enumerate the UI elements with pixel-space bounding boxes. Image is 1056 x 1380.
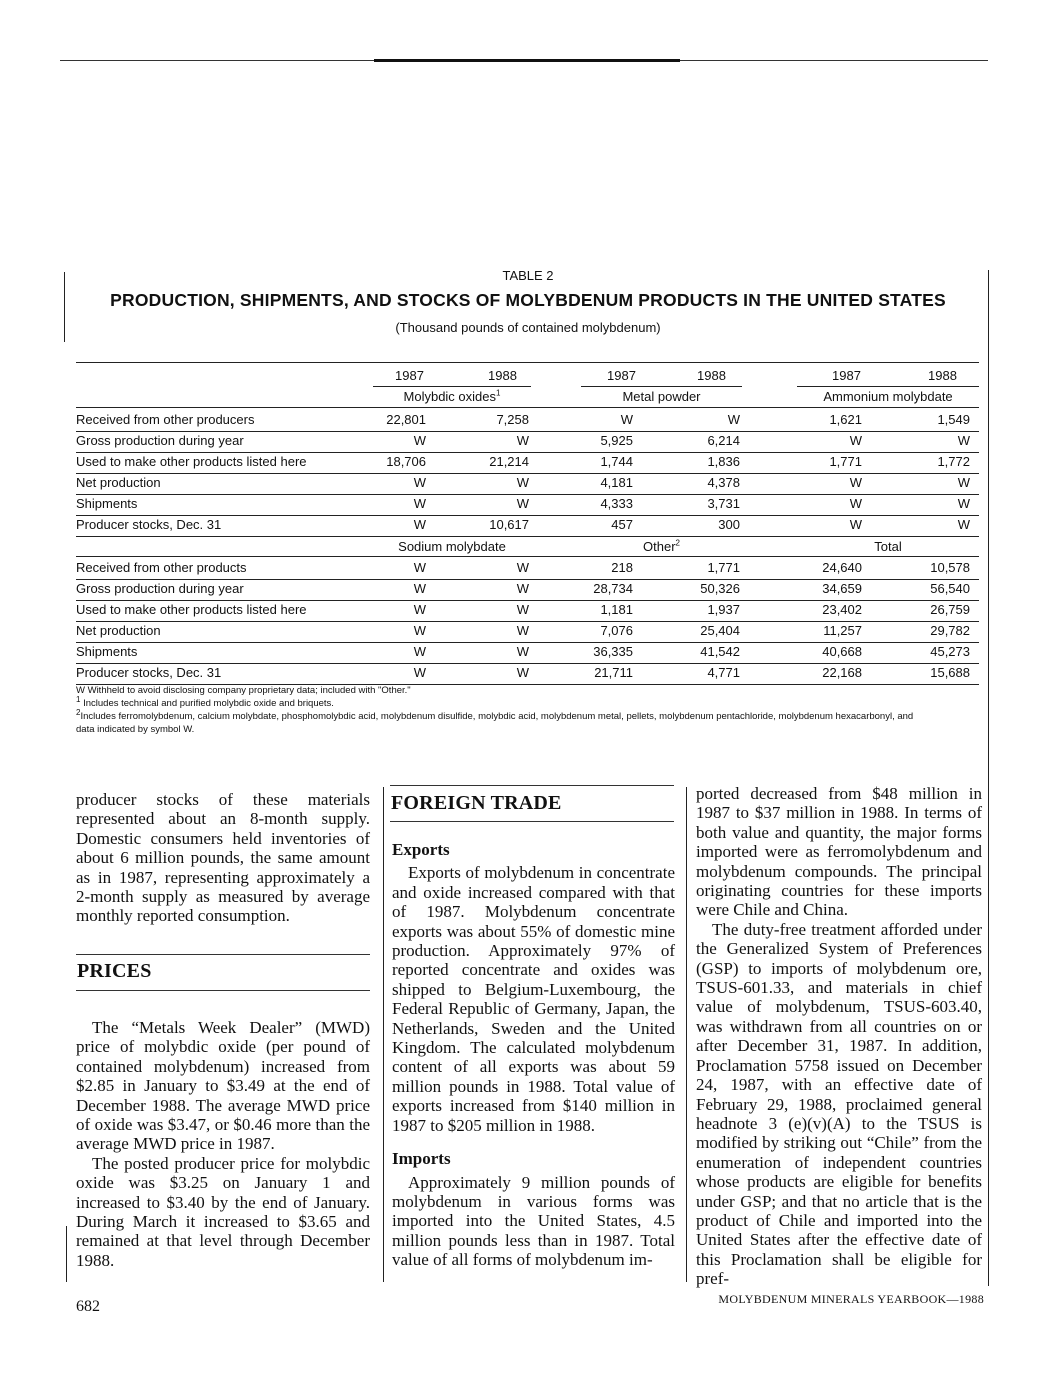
row-rule — [76, 642, 979, 643]
table-cell: 21,711 — [594, 665, 633, 680]
row-rule — [76, 494, 979, 495]
group-header: Metal powder — [622, 389, 701, 404]
column-divider-1 — [383, 787, 384, 1282]
table-label: TABLE 2 — [502, 268, 554, 283]
running-title: MOLYBDENUM MINERALS YEARBOOK—1988 — [718, 1292, 984, 1306]
table-cell: W — [413, 560, 426, 575]
year-1988-header: 1988 — [488, 368, 517, 383]
row-label: Received from other producers — [76, 412, 255, 427]
table-cell: 11,257 — [823, 623, 862, 638]
table-cell: W — [849, 517, 862, 532]
table-cell: 1,621 — [829, 412, 862, 427]
foreign-trade-rule-bottom — [390, 821, 674, 822]
table-cell: W — [516, 475, 529, 490]
table-cell: 218 — [611, 560, 633, 575]
row-label: Net production — [76, 475, 161, 490]
group-header: Molybdic oxides$^1$ — [403, 388, 501, 404]
row-label: Used to make other products listed here — [76, 602, 307, 617]
row-label: Producer stocks, Dec. 31 — [76, 665, 222, 680]
table-top-rule — [76, 362, 979, 363]
table-cell: W — [516, 433, 529, 448]
table-cell: 3,731 — [707, 496, 740, 511]
table-cell: 28,734 — [593, 581, 633, 596]
row-rule — [76, 600, 979, 601]
table-cell: 45,273 — [930, 644, 970, 659]
row-label: Received from other products — [76, 560, 247, 575]
table-cell: 5,925 — [600, 433, 633, 448]
table-cell: 457 — [611, 517, 633, 532]
table-cell: 4,333 — [600, 496, 633, 511]
exports-paragraph: Exports of molybdenum in concentrate and oxide increased compared with that of 1987. Molybdenum concentrate exports was about 55% of domestic mine production. Approximately 97% of reported concentrate and oxides was shipped to Belgium-Luxembourg, the Federal Republic of Germany, Japan, the Netherlands, Sweden and the United Kingdom. The calculated molybdenum content of all exports was about 59 million pounds in 1988. Total value of exports increased from $140 million in 1987 to $205 million in 1988. — [392, 863, 675, 1135]
table-cell: W — [727, 412, 740, 427]
group-year-rule — [797, 386, 979, 387]
table-cell: 1,836 — [707, 454, 740, 469]
table-cell: W — [849, 496, 862, 511]
column-divider-2 — [686, 787, 687, 1282]
table-cell: W — [516, 560, 529, 575]
footnote-w: W Withheld to avoid disclosing company proprietary data; included with "Other." — [76, 685, 411, 696]
table-cell: W — [413, 475, 426, 490]
table-cell: W — [516, 602, 529, 617]
row-rule — [76, 431, 979, 432]
table-cell: 4,181 — [600, 475, 633, 490]
group-header: Total — [874, 539, 902, 554]
imports-paragraph: Approximately 9 million pounds of molybdenum in various forms was imported into the United States, 4.5 million pounds less than in 1987. Total value of all forms of molybdenum im- — [392, 1172, 675, 1270]
page-number: 682 — [76, 1298, 100, 1315]
table-cell: W — [957, 517, 970, 532]
row-label: Shipments — [76, 644, 138, 659]
foreign-trade-rule — [390, 785, 674, 786]
table-subtitle: (Thousand pounds of contained molybdenum) — [395, 320, 661, 335]
row-rule — [76, 452, 979, 453]
table-cell: W — [849, 433, 862, 448]
group-year-rule — [581, 386, 742, 387]
table-cell: 22,168 — [822, 665, 862, 680]
row-rule — [76, 579, 979, 580]
table-cell: 22,801 — [386, 412, 426, 427]
table-cell: W — [413, 665, 426, 680]
col3-paragraph-2: The duty-free treatment afforded under the Generalized System of Preferences (GSP) to imports of molybdenum ore, TSUS-601.33, and materials in chief value of molybdenum, TSUS-603.40, was withdrawn from all countries on or after December 31, 1987. In addition, Proclamation 5758 issued on December 24, 1987, with an effective date of February 29, 1988, proclaimed general headnote 3 (e)(v)(A) to the TSUS is modified by striking out “Chile” from the enumeration of independent countries whose products are eligible for benefits under GSP; and that no article that is the product of Chile and imported into the United States after the effective date of this Proclamation shall be eligible for pref- — [696, 919, 982, 1289]
table-header-rule — [76, 407, 979, 408]
row-label: Used to make other products listed here — [76, 454, 307, 469]
table-cell: 23,402 — [822, 602, 862, 617]
table-cell: W — [413, 581, 426, 596]
table-cell: W — [413, 517, 426, 532]
table-cell: 40,668 — [822, 644, 862, 659]
table-cell: W — [516, 496, 529, 511]
col1-paragraph-2: The “Metals Week Dealer” (MWD) price of molybdic oxide (per pound of contained molybdenum) increased from $2.85 in January to $3.49 at the end of December 1988. The average MWD price of oxide was $3.47, or $0.46 more than the average MWD price in 1987. — [76, 1018, 370, 1154]
row-label: Net production — [76, 623, 161, 638]
row-rule — [76, 473, 979, 474]
table-cell: 1,771 — [829, 454, 862, 469]
year-1988-header: 1988 — [928, 368, 957, 383]
table-cell: 50,326 — [700, 581, 740, 596]
table-cell: 1,549 — [937, 412, 970, 427]
year-1988-header: 1988 — [697, 368, 726, 383]
exports-subheading: Exports — [392, 840, 450, 859]
group-header: Other$^2$ — [643, 538, 680, 554]
table-cell: W — [516, 665, 529, 680]
group-year-rule — [373, 386, 531, 387]
table-cell: 1,181 — [600, 602, 633, 617]
column-2 — [392, 840, 675, 1270]
table-cell: 1,744 — [600, 454, 633, 469]
table-cell: 7,258 — [496, 412, 529, 427]
table-cell: 1,772 — [937, 454, 970, 469]
table-cell: W — [957, 475, 970, 490]
table-cell: 26,759 — [930, 602, 970, 617]
foreign-trade-heading: FOREIGN TRADE — [391, 792, 562, 814]
footnote-1: $^1$ Includes technical and purified molybdic oxide and briquets. — [76, 694, 334, 709]
table-cell: W — [957, 433, 970, 448]
year-1987-header: 1987 — [395, 368, 424, 383]
column-1 — [76, 790, 370, 926]
table-cell: 300 — [718, 517, 740, 532]
col1-paragraph-3: The posted producer price for molybdic oxide was $3.25 on January 1 and increased to $3.40 by the end of January. During March it increased to $3.65 and remained at that level through December 1988. — [76, 1153, 370, 1270]
row-label: Gross production during year — [76, 433, 244, 448]
table-cell: 4,378 — [707, 475, 740, 490]
table-cell: W — [413, 644, 426, 659]
row-label: Gross production during year — [76, 581, 244, 596]
row-rule — [76, 663, 979, 664]
table-cell: 15,688 — [930, 665, 970, 680]
prices-rule-bottom — [76, 990, 370, 991]
table-cell: 21,214 — [489, 454, 529, 469]
table-cell: W — [849, 475, 862, 490]
group-header: Sodium molybdate — [398, 539, 506, 554]
col3-paragraph-1: ported decreased from $48 million in 1987 to $37 million in 1988. In terms of both value and quantity, the major forms imported were as ferromolybdenum and molybdenum compounds. The principal originating countries for these imports were Chile and China. — [696, 784, 982, 920]
table-cell: 1,937 — [707, 602, 740, 617]
row-rule — [76, 621, 979, 622]
group-header: Ammonium molybdate — [823, 389, 953, 404]
col1-paragraph-1: producer stocks of these materials represented about an 8-month supply. Domestic consumers held inventories of about 6 million pounds, the same amount as in 1987, representing approximately a 2-month supply as measured by average monthly reported consumption. — [76, 790, 370, 926]
table-cell: 6,214 — [707, 433, 740, 448]
table-title: PRODUCTION, SHIPMENTS, AND STOCKS OF MOLYBDENUM PRODUCTS IN THE UNITED STATES — [110, 290, 946, 310]
left-margin-rule-bottom — [66, 1226, 67, 1282]
table-cell: 7,076 — [600, 623, 633, 638]
table-cell: 29,782 — [930, 623, 970, 638]
footnote-2-cont: data indicated by symbol W. — [76, 724, 195, 735]
table-cell: 1,771 — [707, 560, 740, 575]
table-cell: 41,542 — [700, 644, 740, 659]
table-cell: W — [957, 496, 970, 511]
table-footnotes — [76, 684, 986, 736]
year-1987-header: 1987 — [607, 368, 636, 383]
table-cell: W — [516, 623, 529, 638]
year-1987-header: 1987 — [832, 368, 861, 383]
table-cell: 56,540 — [930, 581, 970, 596]
table-cell: W — [413, 496, 426, 511]
column-3 — [696, 784, 982, 1289]
table-cell: W — [516, 644, 529, 659]
table-cell: 36,335 — [593, 644, 633, 659]
table-cell: 34,659 — [822, 581, 862, 596]
row-label: Shipments — [76, 496, 138, 511]
table-cell: W — [413, 433, 426, 448]
table-cell: W — [413, 602, 426, 617]
table-cell: 10,578 — [930, 560, 970, 575]
table-cell: W — [413, 623, 426, 638]
table-cell: 18,706 — [386, 454, 426, 469]
table-cell: W — [516, 581, 529, 596]
row-label: Producer stocks, Dec. 31 — [76, 517, 222, 532]
table-cell: 4,771 — [707, 665, 740, 680]
table-cell: W — [620, 412, 633, 427]
row-rule — [76, 536, 979, 537]
table-cell: 24,640 — [822, 560, 862, 575]
table-section-rule — [76, 556, 979, 557]
imports-subheading: Imports — [392, 1149, 451, 1169]
column-1-prices — [76, 1018, 370, 1270]
table-cell: 10,617 — [489, 517, 529, 532]
footnote-2: $^2$Includes ferromolybdenum, calcium molybdate, phosphomolybdic acid, molybdenum disulfide, molybdic acid, molybdenum metal, pellets, molybdenum pentachloride, molybdenum hexacarbonyl, and — [76, 707, 914, 722]
prices-heading: PRICES — [77, 960, 152, 982]
row-rule — [76, 515, 979, 516]
prices-rule — [76, 954, 370, 955]
table-cell: 25,404 — [700, 623, 740, 638]
